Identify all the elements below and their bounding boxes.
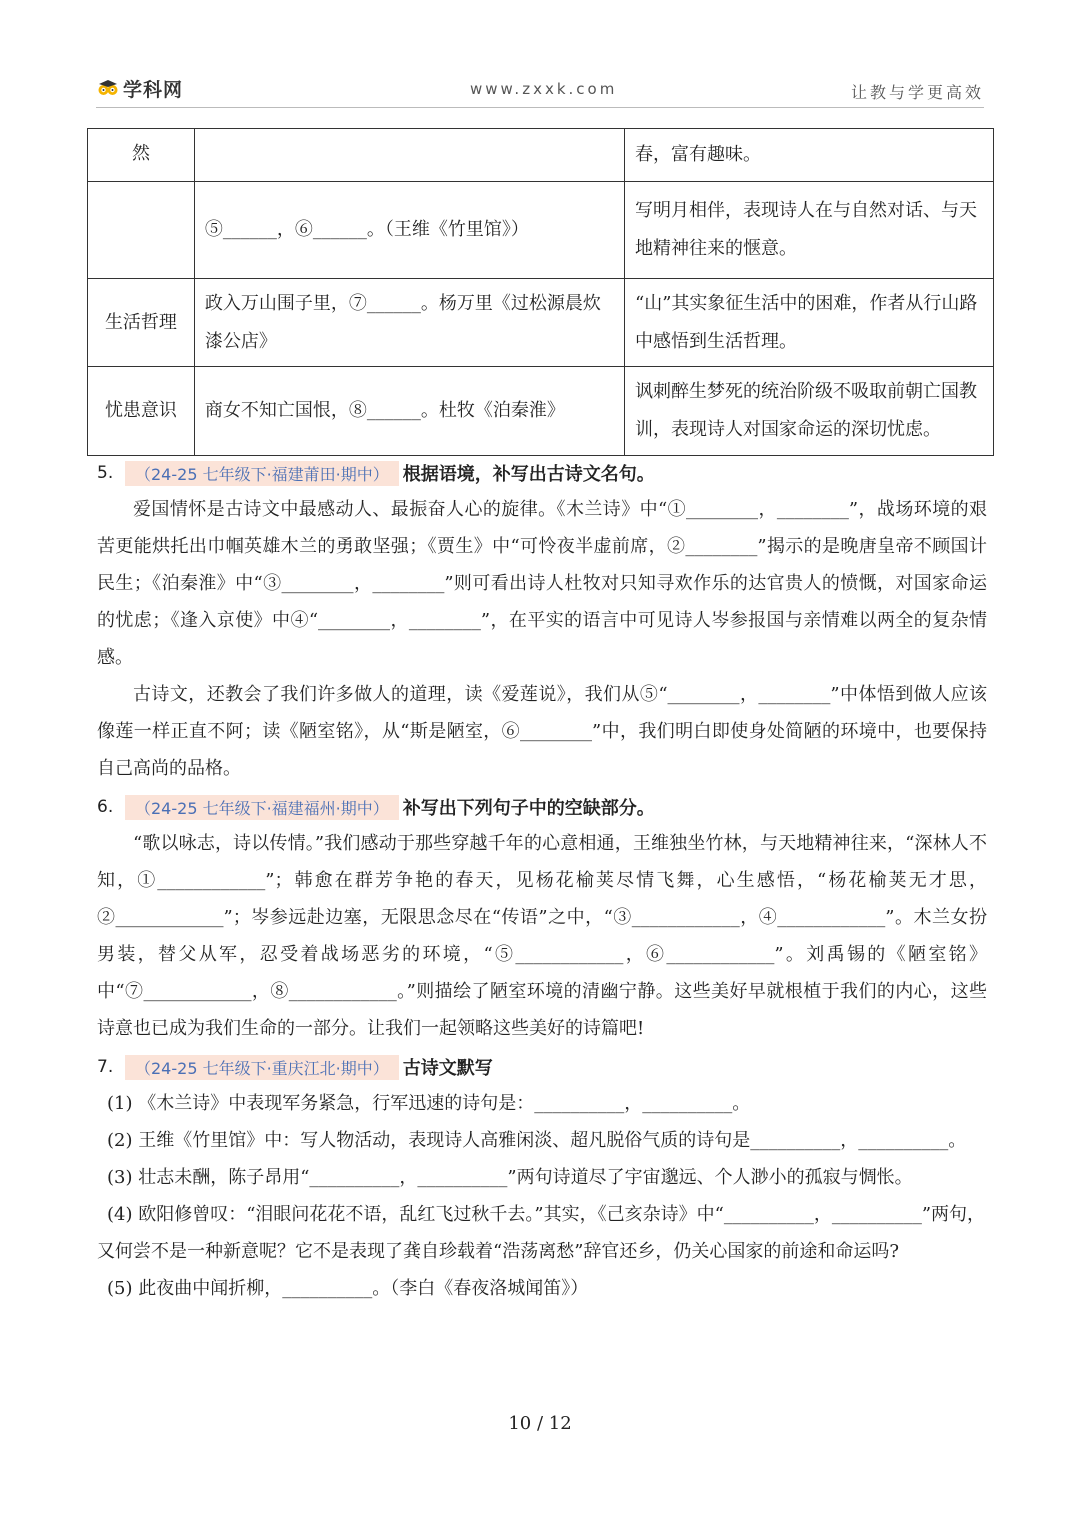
table-row bbox=[88, 367, 994, 456]
table-cell: “山”其实象征生活中的困难，作者从行山路中感悟到生活哲理。 bbox=[625, 279, 994, 367]
paragraph: 爱国情怀是古诗文中最感动人、最振奋人心的旋律。《木兰诗》中“①________，________”，战场环境的艰苦更能烘托出巾帼英雄木兰的勇敢坚强；《贾生》中“可怜夜半虚前席，②________”揭示的是晚唐皇帝不顾国计民生；《泊秦淮》中“③________，________”则可看出诗人杜牧对只知寻欢作乐的达官贵人的愤慨，对国家命运的忧虑；《逢入京使》中④“________，________”，在平实的语言中可见诗人岑参报国与亲情难以两全的复杂情感。 bbox=[97, 499, 987, 668]
table-row bbox=[88, 182, 994, 279]
table-cell: 生活哲理 bbox=[88, 279, 195, 367]
poem-table bbox=[87, 128, 994, 456]
question-number: 6. bbox=[97, 797, 114, 817]
question-5 bbox=[97, 455, 987, 787]
questions bbox=[97, 453, 987, 1307]
logo-text: 学科网 bbox=[123, 79, 184, 101]
table-cell bbox=[194, 129, 624, 182]
question-header bbox=[97, 1049, 987, 1085]
table-cell: 讽刺醉生梦死的统治阶级不吸取前朝亡国教训，表现诗人对国家命运的深切忧虑。 bbox=[625, 367, 994, 456]
table-cell bbox=[88, 182, 195, 279]
sub-question: (4) 欧阳修曾叹：“泪眼问花花不语，乱红飞过秋千去。”其实，《己亥杂诗》中“__________，__________”两句，又何尝不是一种新意呢？它不是表现了龚自珍载着“浩荡离愁”辞官还乡，仍关心国家的前途和命运吗? bbox=[97, 1204, 986, 1262]
table-cell: 然 bbox=[88, 129, 195, 182]
source-tag: （24-25 七年级下·福建莆田·期中） bbox=[125, 461, 399, 486]
question-number: 7. bbox=[97, 1057, 114, 1077]
question-header bbox=[97, 455, 987, 491]
table-cell: 政入万山围子里，⑦______。杨万里《过松源晨炊漆公店》 bbox=[194, 279, 624, 367]
question-title: 古诗文默写 bbox=[402, 1058, 493, 1079]
table-row bbox=[88, 279, 994, 367]
question-title: 补写出下列句子中的空缺部分。 bbox=[402, 798, 655, 819]
table-cell: ⑤______，⑥______。（王维《竹里馆》） bbox=[194, 182, 624, 279]
owl-logo-icon bbox=[97, 78, 119, 100]
table-cell: 忧患意识 bbox=[88, 367, 195, 456]
paragraph: “歌以咏志，诗以传情。”我们感动于那些穿越千年的心意相通，王维独坐竹林，与天地精神往来，“深林人不知，①____________”；韩愈在群芳争艳的春天，见杨花榆荚尽情飞舞，心生感悟，“杨花榆荚无才思，②____________”；岑参远赴边塞，无限思念尽在“传语”之中，“③____________，④____________”。木兰女扮男装，替父从军，忍受着战场恶劣的环境，“⑤____________，⑥____________”。刘禹锡的《陋室铭》中“⑦____________，⑧____________。”则描绘了陋室环境的清幽宁静。这些美好早就根植于我们的内心，这些诗意也已成为我们生命的一部分。让我们一起领略这些美好的诗篇吧! bbox=[97, 833, 987, 1039]
question-header bbox=[97, 789, 987, 825]
paragraph: 古诗文，还教会了我们许多做人的道理，读《爱莲说》，我们从⑤“________，________”中体悟到做人应该像莲一样正直不阿；读《陋室铭》，从“斯是陋室，⑥________”中，我们明白即使身处简陋的环境中，也要保持自己高尚的品格。 bbox=[97, 684, 987, 779]
slogan: 让教与学更高效 bbox=[850, 83, 984, 102]
question-7 bbox=[97, 1049, 987, 1307]
table-cell: 商女不知亡国恨，⑧______。杜牧《泊秦淮》 bbox=[194, 367, 624, 456]
question-title: 根据语境，补写出古诗文名句。 bbox=[402, 464, 655, 485]
source-tag: （24-25 七年级下·重庆江北·期中） bbox=[125, 1055, 399, 1080]
question-6 bbox=[97, 789, 987, 1047]
site-logo[interactable] bbox=[97, 75, 183, 102]
sub-question: (2) 王维《竹里馆》中：写人物活动，表现诗人高雅闲淡、超凡脱俗气质的诗句是__________，__________。 bbox=[107, 1130, 967, 1151]
site-url[interactable]: www.zxxk.com bbox=[470, 80, 618, 98]
header-divider bbox=[96, 107, 984, 108]
sub-question: (3) 壮志未酬，陈子昂用“__________，__________”两句诗道尽了宇宙邈远、个人渺小的孤寂与惆怅。 bbox=[107, 1167, 913, 1188]
page-number: 10 / 12 bbox=[508, 1413, 572, 1434]
table-cell: 春，富有趣味。 bbox=[625, 129, 994, 182]
sub-question: (1) 《木兰诗》中表现军务紧急，行军迅速的诗句是：__________，__________。 bbox=[107, 1093, 751, 1114]
table-cell: 写明月相伴，表现诗人在与自然对话、与天地精神往来的惬意。 bbox=[625, 182, 994, 279]
sub-question: (5) 此夜曲中闻折柳，__________。（李白《春夜洛城闻笛》） bbox=[107, 1278, 589, 1299]
page-header bbox=[0, 0, 1080, 110]
question-number: 5. bbox=[97, 463, 114, 483]
table-row bbox=[88, 129, 994, 182]
source-tag: （24-25 七年级下·福建福州·期中） bbox=[125, 795, 399, 820]
